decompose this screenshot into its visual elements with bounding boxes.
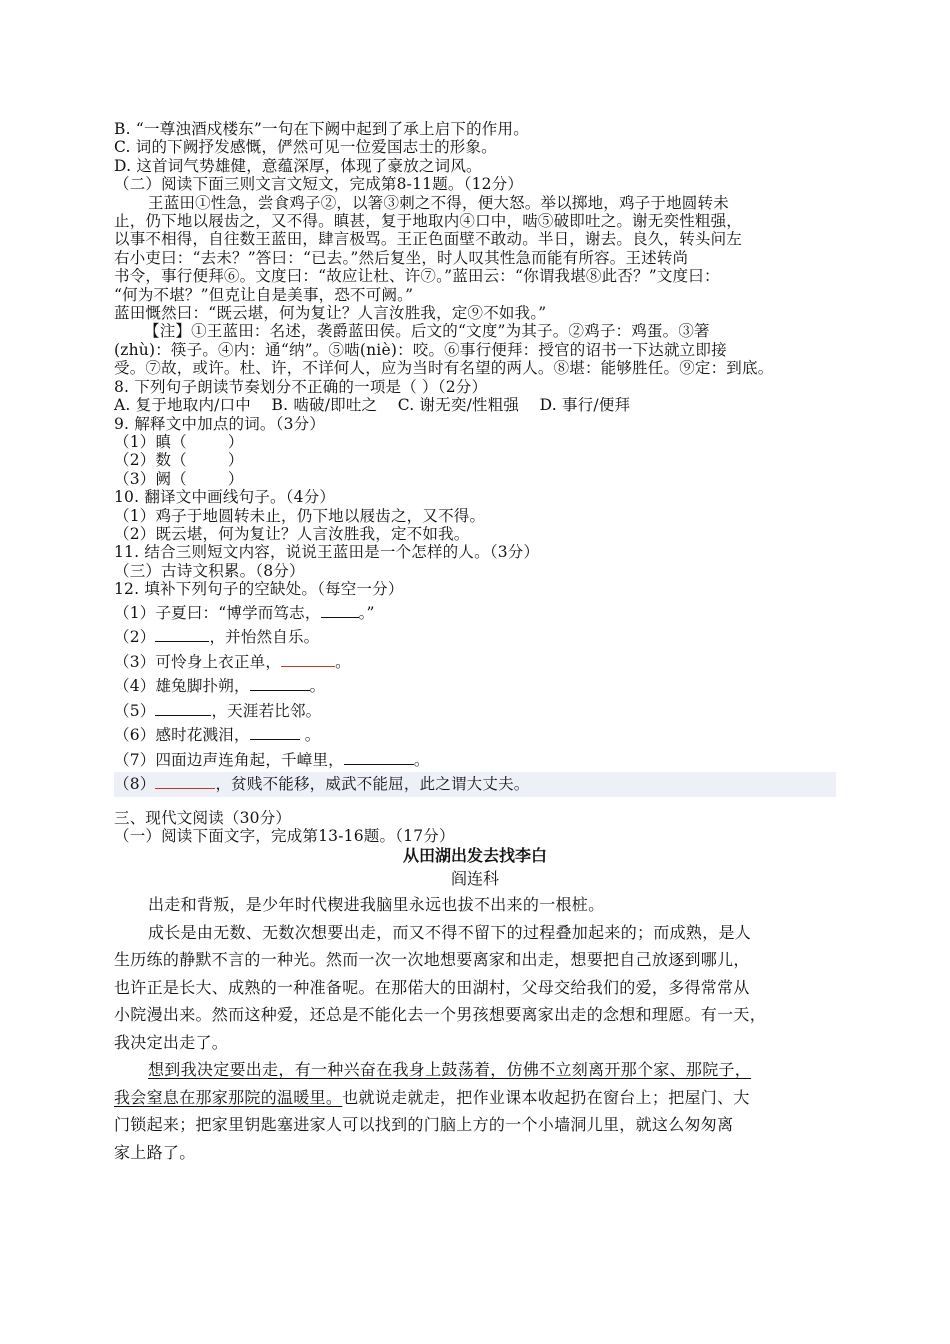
answer-blank[interactable] (250, 675, 310, 691)
note-line: 受。⑦故，或许。杜、许，不详何人，应为当时有名望的两人。⑧堪：能够胜任。⑨定：到底。 (114, 359, 774, 378)
passage-line: “何为不堪？”但克让自是美事，恐不可阙。” (114, 285, 414, 304)
fill-item: （7）四面边声连角起，千嶂里， 。 (114, 750, 430, 769)
answer-blank[interactable] (155, 773, 215, 789)
fill-item: （4）雄兔脚扑朔， 。 (114, 677, 326, 696)
paragraph-1: 出走和背叛，是少年时代楔进我脑里永远也拔不出来的一根桩。 (148, 895, 605, 915)
passage-line: 王蓝田①性急，尝食鸡子②，以箸③刺之不得，便大怒。举以掷地，鸡子于地圆转未 (148, 193, 729, 212)
article-title: 从田湖出发去找李白 (402, 846, 547, 866)
paragraph-2-line: 生历练的静默不言的一种光。然而一次一次地想要离家和出走，想要把自己放逐到哪儿， (114, 950, 750, 970)
answer-blank[interactable] (344, 749, 414, 765)
question-9-item: （2）数（ ） (114, 451, 244, 470)
question-12: 12. 填补下列句子的空缺处。（每空一分） (114, 580, 404, 599)
option-c: C. 词的下阙抒发感慨，俨然可见一位爱国志士的形象。 (114, 138, 497, 157)
classical-passage (114, 194, 836, 323)
options-top (114, 120, 836, 175)
passage-line: 以事不相得，自往数王蓝田，肆言极骂。王正色面壁不敢动。半日，谢去。良久，转头问左 (114, 230, 743, 249)
question-10-item: （1）鸡子于地圆转未止，仍下地以屐齿之，又不得。 (114, 506, 486, 525)
subsection-3-heading: （三）古诗文积累。（8分） (114, 561, 305, 580)
fill-item: （3）可怜身上衣正单， 。 (114, 652, 351, 671)
fill-item: （6）感时花溅泪， 。 (114, 726, 321, 745)
answer-blank[interactable] (281, 651, 335, 667)
answer-blank[interactable] (321, 602, 359, 618)
passage-line: 止，仍下地以屐齿之，又不得。瞋甚，复于地取内④口中，啮⑤破即吐之。谢无奕性粗强， (114, 212, 743, 231)
questions (114, 378, 836, 599)
question-10-item: （2）既云堪，何为复让？人言汝胜我，定不如我。 (114, 524, 470, 543)
section3-heading: 三、现代文阅读（30分） (114, 808, 292, 827)
question-8-options: A. 复于地取内/口中 B. 啮破/即吐之 C. 谢无奕/性粗强 D. 事行/便拜 (114, 396, 631, 415)
passage-line: 右小吏曰：“去未？”答曰：“已去。”然后复坐，时人叹其性急而能有所容。王述转尚 (114, 248, 689, 267)
annotations (114, 322, 836, 377)
article-body (114, 891, 836, 1166)
fill-item-highlighted: （8） ，贫贱不能移，威武不能屈，此之谓大丈夫。 (114, 772, 836, 797)
paragraph-3-line (114, 1056, 836, 1084)
answer-blank[interactable] (155, 700, 211, 716)
question-8: 8. 下列句子朗读节奏划分不正确的一项是（ ）（2分） (114, 377, 488, 396)
question-9: 9. 解释文中加点的词。（3分） (114, 414, 326, 433)
question-9-item: （1）瞋（ ） (114, 432, 244, 451)
section2-heading: （二）阅读下面三则文言文短文，完成第8-11题。（12分） (114, 175, 524, 194)
note-line: (zhù)：筷子。④内：通“纳”。⑤啮(niè)：咬。⑥事行便拜：授官的诏书一下达就立即接 (114, 340, 727, 359)
fill-item: （2） ，并怡然自乐。 (114, 628, 320, 647)
fill-item: （1）子夏曰：“博学而笃志， 。” (114, 603, 375, 622)
question-11: 11. 结合三则短文内容，说说王蓝田是一个怎样的人。（3分） (114, 543, 540, 562)
paragraph-3-line: 家上路了。 (114, 1142, 196, 1162)
option-b: B. “一尊浊酒戍楼东”一句在下阙中起到了承上启下的作用。 (114, 120, 529, 138)
paragraph-2-line: 也许正是长大、成熟的一种准备呢。在那偌大的田湖村，父母交给我们的爱，多得常常从 (114, 977, 750, 997)
paragraph-2-line: 小院漫出来。然而这种爱，还总是不能化去一个男孩想要离家出走的念想和理愿。有一天， (114, 1005, 767, 1025)
fill-item: （5） ，天涯若比邻。 (114, 701, 322, 720)
passage-line: 蓝田慨然曰：“既云堪，何为复让？人言汝胜我，定⑨不如我。” (114, 304, 547, 323)
document-page (114, 120, 836, 1166)
answer-blank[interactable] (155, 626, 209, 642)
paragraph-2-line: 我决定出走了。 (114, 1032, 229, 1052)
passage-line: 书令，事行便拜⑥。文度曰：“故应让杜、许⑦。”蓝田云：“你谓我堪⑧此否？”文度曰： (114, 267, 720, 286)
answer-blank[interactable] (250, 724, 300, 740)
article-author: 阎连科 (450, 869, 499, 889)
paragraph-3-line: 我会窒息在那家那院的温暖里。也就说走就走，把作业课本收起扔在窗台上；把屋门、大 (114, 1087, 750, 1107)
question-10: 10. 翻译文中画线句子。（4分） (114, 488, 336, 507)
option-d: D. 这首词气势雄健，意蕴深厚，体现了豪放之词风。 (114, 156, 482, 175)
fill-in-items (114, 601, 836, 797)
question-9-item: （3）阙（ ） (114, 469, 244, 488)
paragraph-3-line: 门锁起来；把家里钥匙塞进家人可以找到的门脑上方的一个小墙洞儿里，就这么匆匆离 (114, 1115, 734, 1135)
note-line: 【注】①王蓝田：名述，袭爵蓝田侯。后文的“文度”为其子。②鸡子：鸡蛋。③箸 (144, 322, 710, 341)
underlined-sentence: 我会窒息在那家那院的温暖里。 (114, 1087, 343, 1107)
paragraph-2-line: 成长是由无数、无数次想要出走，而又不得不留下的过程叠加起来的；而成熟，是人 (148, 922, 752, 942)
underlined-sentence: 想到我决定要出走，有一种兴奋在我身上鼓荡着，仿佛不立刻离开那个家、那院子， (148, 1060, 752, 1080)
section3-subheading: （一）阅读下面文字，完成第13-16题。（17分） (114, 826, 455, 845)
